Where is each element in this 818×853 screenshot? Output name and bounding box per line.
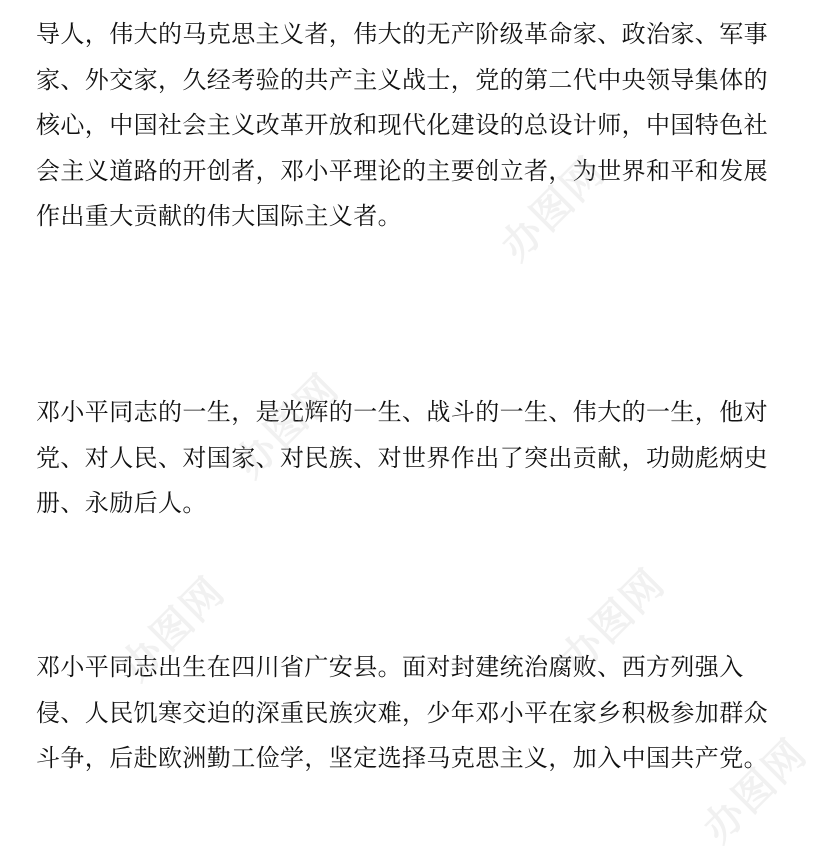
paragraph-2: 邓小平同志的一生，是光辉的一生、战斗的一生、伟大的一生，他对党、对人民、对国家、对民族、对世界作出了突出贡献，功勋彪炳史册、永励后人。 <box>36 398 768 517</box>
watermark: 办图网 <box>492 148 615 270</box>
watermark: 办图网 <box>226 365 349 487</box>
paragraph-1: 导人，伟大的马克思主义者，伟大的无产阶级革命家、政治家、军事家、外交家，久经考验的共产主义战士，党的第二代中央领导集体的核心，中国社会主义改革开放和现代化建设的总设计师，中国特色社会主义道路的开创者，邓小平理论的主要创立者，为世界和平和发展作出重大贡献的伟大国际主义者。 <box>36 20 768 230</box>
watermark: 办图网 <box>552 560 675 682</box>
watermark: 办图网 <box>112 568 235 690</box>
paragraph-3: 邓小平同志出生在四川省广安县。面对封建统治腐败、西方列强入侵、人民饥寒交迫的深重民族灾难，少年邓小平在家乡积极参加群众斗争，后赴欧洲勤工俭学，坚定选择马克思主义，加入中国共产党。 <box>36 653 768 772</box>
watermark: 办图网 <box>694 730 817 852</box>
